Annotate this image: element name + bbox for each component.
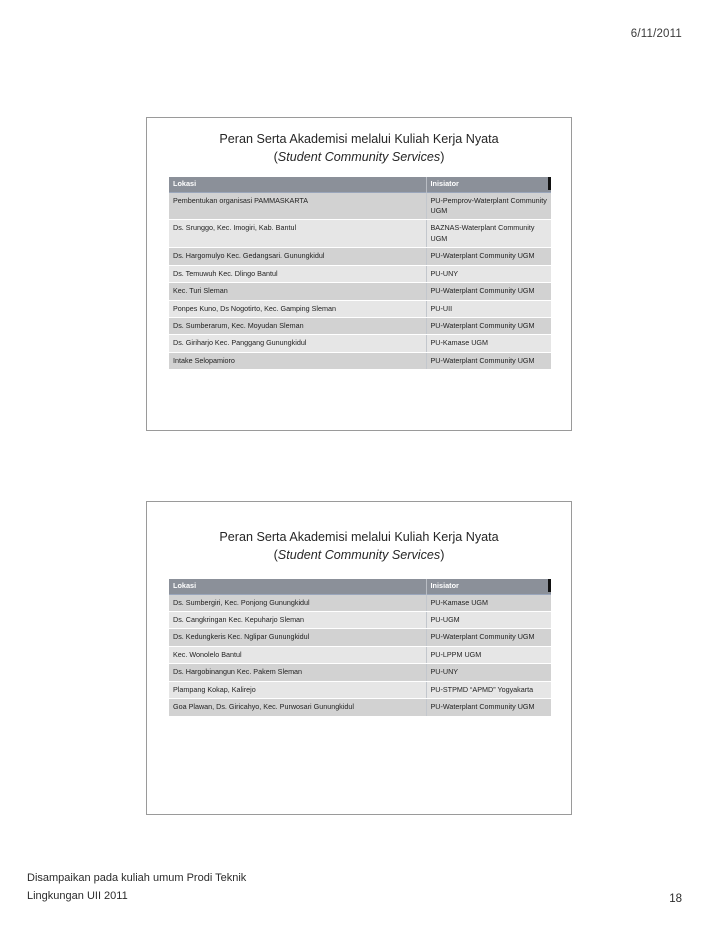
cell-lokasi: Ds. Hargomulyo Kec. Gedangsari. Gunungkidul (169, 248, 426, 265)
column-header-inisiator: Inisiator (426, 579, 551, 595)
cell-inisiator: PU-Waterplant Community UGM (426, 283, 551, 300)
table-header (169, 579, 551, 595)
data-table (169, 177, 551, 371)
cell-lokasi: Ds. Giriharjo Kec. Panggang Gunungkidul (169, 335, 426, 352)
cell-inisiator: PU-LPPM UGM (426, 646, 551, 663)
cell-inisiator: PU-Waterplant Community UGM (426, 248, 551, 265)
cell-inisiator: PU-Waterplant Community UGM (426, 352, 551, 369)
table-row (169, 611, 551, 628)
footer-note-line-2: Lingkungan UII 2011 (27, 889, 128, 902)
cell-inisiator: PU-STPMD “APMD” Yogyakarta (426, 681, 551, 698)
footer-note-line-1: Disampaikan pada kuliah umum Prodi Teknik (27, 871, 247, 884)
slide-title (147, 502, 571, 565)
cell-inisiator: PU-Kamase UGM (426, 594, 551, 611)
slide-title-line-1: Peran Serta Akademisi melalui Kuliah Kerja Nyata (219, 132, 499, 146)
table-body (169, 594, 551, 716)
slide-title-close-paren: ) (440, 150, 445, 165)
cell-lokasi: Ds. Sumbergiri, Kec. Ponjong Gunungkidul (169, 594, 426, 611)
table-container (169, 579, 551, 717)
cell-lokasi: Ds. Cangkringan Kec. Kepuharjo Sleman (169, 611, 426, 628)
cell-inisiator: PU-Waterplant Community UGM (426, 699, 551, 716)
cell-lokasi: Plampang Kokap, Kalirejo (169, 681, 426, 698)
slide-thumbnail-2[interactable] (146, 501, 572, 815)
cell-inisiator: PU-UGM (426, 611, 551, 628)
cell-lokasi: Ds. Sumberarum, Kec. Moyudan Sleman (169, 318, 426, 335)
slide-date: 6/11/2011 (630, 28, 682, 40)
slide-thumbnail-1[interactable] (146, 117, 572, 431)
cell-lokasi: Ds. Kedungkeris Kec. Nglipar Gunungkidul (169, 629, 426, 646)
slide-title-open-paren: ( (273, 150, 278, 165)
table-row (169, 192, 551, 220)
table-row (169, 629, 551, 646)
cell-inisiator: PU-UII (426, 300, 551, 317)
data-table (169, 579, 551, 717)
cell-lokasi: Kec. Turi Sleman (169, 283, 426, 300)
slide-title-subtitle: Student Community Services (277, 548, 441, 563)
table-body (169, 192, 551, 370)
table-row (169, 352, 551, 369)
header-edge-marker (548, 177, 551, 190)
cell-inisiator: BAZNAS-Waterplant Community UGM (426, 220, 551, 248)
cell-lokasi: Pembentukan organisasi PAMMASKARTA (169, 192, 426, 220)
table-row (169, 335, 551, 352)
table-container (169, 177, 551, 371)
table-header-row (169, 177, 551, 193)
column-header-inisiator: Inisiator (426, 177, 551, 193)
table-row (169, 220, 551, 248)
slide-title-line-1: Peran Serta Akademisi melalui Kuliah Kerja Nyata (219, 530, 499, 544)
table-row (169, 594, 551, 611)
cell-lokasi: Ponpes Kuno, Ds Nogotirto, Kec. Gamping Sleman (169, 300, 426, 317)
cell-inisiator: PU-UNY (426, 664, 551, 681)
table-row (169, 664, 551, 681)
cell-inisiator: PU-Kamase UGM (426, 335, 551, 352)
table-row (169, 318, 551, 335)
cell-lokasi: Ds. Hargobinangun Kec. Pakem Sleman (169, 664, 426, 681)
table-row (169, 699, 551, 716)
cell-lokasi: Kec. Wonolelo Bantul (169, 646, 426, 663)
table-row (169, 646, 551, 663)
slide-title-subtitle: Student Community Services (277, 150, 441, 165)
cell-lokasi: Intake Selopamioro (169, 352, 426, 369)
table-header-row (169, 579, 551, 595)
cell-lokasi: Goa Plawan, Ds. Giricahyo, Kec. Purwosari Gunungkidul (169, 699, 426, 716)
table-row (169, 300, 551, 317)
slide-title (147, 118, 571, 167)
slide-title-line-2 (147, 148, 571, 166)
table-row (169, 283, 551, 300)
table-row (169, 681, 551, 698)
cell-lokasi: Ds. Srunggo, Kec. Imogiri, Kab. Bantul (169, 220, 426, 248)
column-header-lokasi: Lokasi (169, 177, 426, 193)
table-row (169, 265, 551, 282)
table-row (169, 248, 551, 265)
table-header (169, 177, 551, 193)
cell-inisiator: PU-UNY (426, 265, 551, 282)
slide-title-close-paren: ) (440, 548, 445, 563)
footer-note (27, 869, 246, 905)
column-header-lokasi: Lokasi (169, 579, 426, 595)
slide-title-open-paren: ( (273, 548, 278, 563)
page-number: 18 (669, 893, 682, 905)
cell-lokasi: Ds. Temuwuh Kec. Dlingo Bantul (169, 265, 426, 282)
cell-inisiator: PU-Waterplant Community UGM (426, 318, 551, 335)
header-edge-marker (548, 579, 551, 592)
cell-inisiator: PU-Pemprov-Waterplant Community UGM (426, 192, 551, 220)
slide-title-line-2 (147, 546, 571, 564)
cell-inisiator: PU-Waterplant Community UGM (426, 629, 551, 646)
